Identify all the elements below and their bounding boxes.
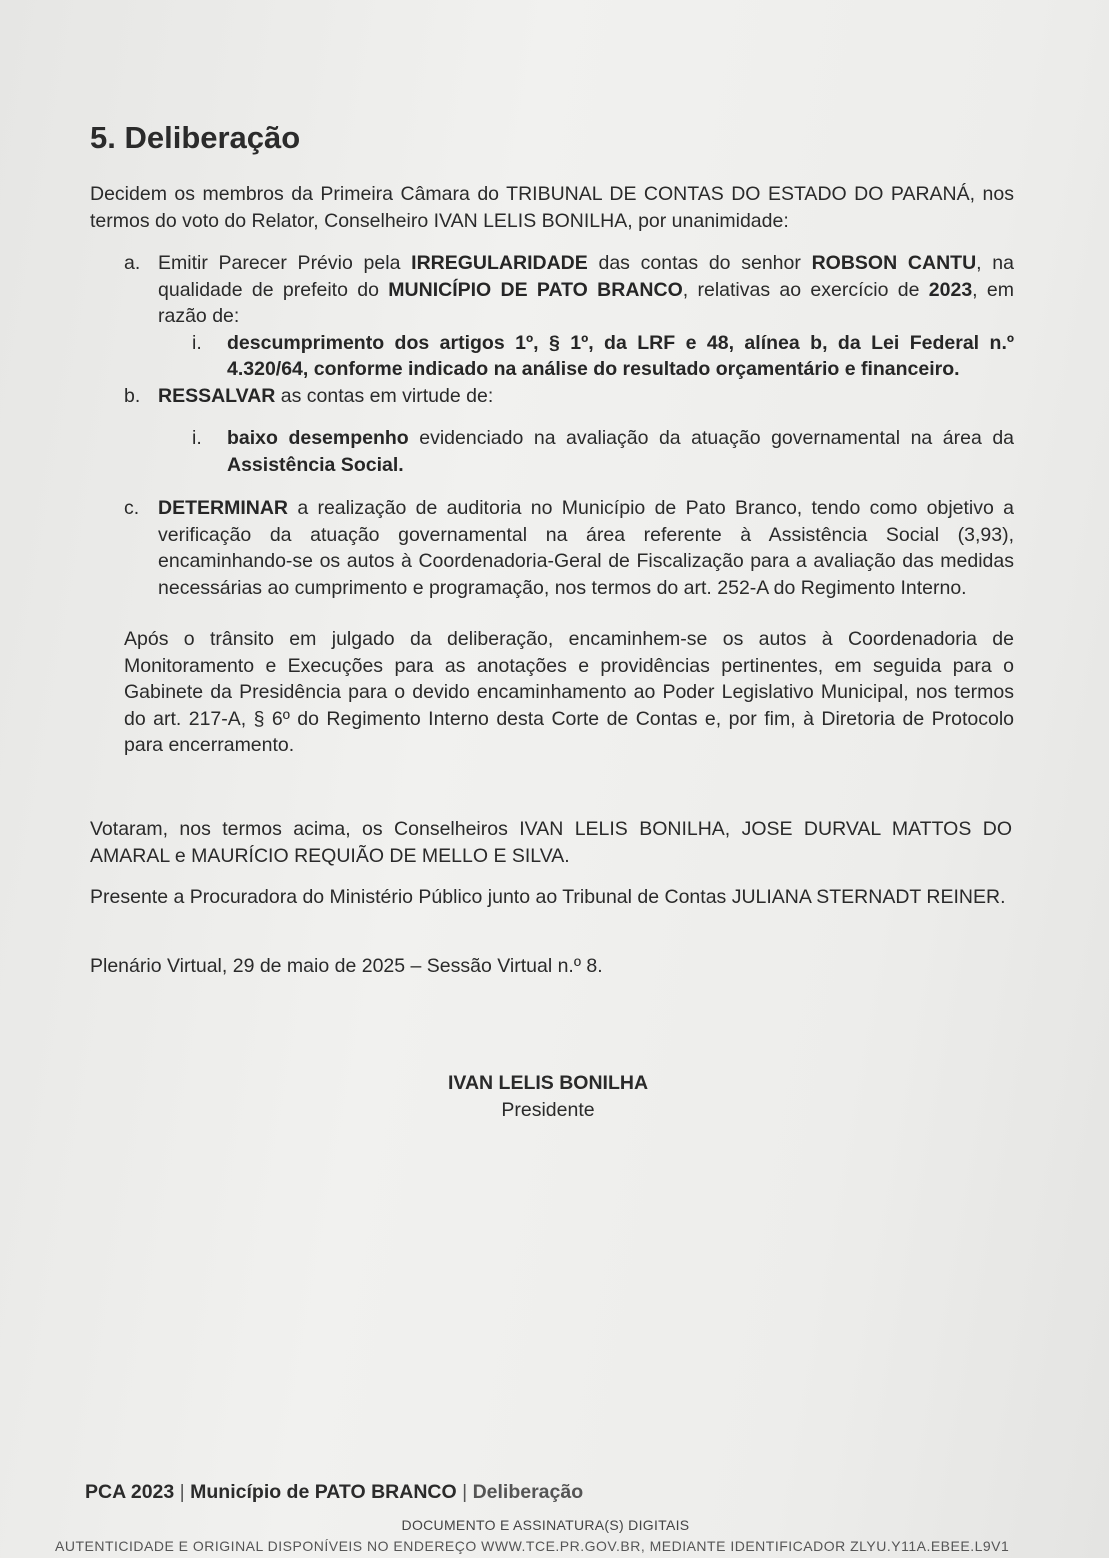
- sub-item-b-i-bold-1: baixo desempenho: [227, 427, 409, 449]
- item-a-text-5: , em razão de:: [158, 278, 1014, 327]
- item-a-bold-year: 2023: [928, 278, 973, 301]
- list-item-a: [124, 250, 1014, 330]
- plenario-line: Plenário Virtual, 29 de maio de 2025 – Sessão Virtual n.º 8.: [90, 955, 603, 977]
- footer-pca: PCA 2023: [85, 1481, 175, 1503]
- footer-separator-1: |: [174, 1481, 191, 1503]
- signature-block: [348, 1070, 748, 1124]
- item-a-text-3: , na qualidade de prefeito do: [158, 252, 1014, 301]
- item-a-text-1: Emitir Parecer Prévio pela: [158, 252, 412, 274]
- sub-marker-b-i: i.: [192, 427, 202, 449]
- footer-separator-2: |: [456, 1481, 473, 1503]
- sub-item-a-i-text: descumprimento dos artigos 1º, § 1º, da LRF e 48, alínea b, da Lei Federal n.º 4.320/64, conforme indicado na análise do resultado orçamentário e financeiro.: [227, 331, 1014, 380]
- sub-item-b-i: [124, 425, 1014, 478]
- authenticity-notice: AUTENTICIDADE E ORIGINAL DISPONÍVEIS NO ENDEREÇO WWW.TCE.PR.GOV.BR, MEDIANTE IDENTIFICADOR ZLYU.Y11A.EBEE.L9V1: [55, 1538, 1010, 1554]
- item-c-text: a realização de auditoria no Município de Pato Branco, tendo como objetivo a verificação da atuação governamental na área referente à Assistência Social (3,93), encaminhando-se os autos à Coordenadoria-Geral de Fiscalização para a avaliação das medidas necessárias ao cumprimento e programação, nos termos do art. 252-A do Regimento Interno.: [158, 497, 1014, 599]
- list-marker-b: b.: [124, 384, 141, 407]
- item-a-text-2: das contas do senhor: [587, 252, 812, 274]
- section-heading: 5. Deliberação: [90, 120, 301, 155]
- signature-role: Presidente: [501, 1099, 595, 1121]
- list-item-b: [124, 383, 1014, 410]
- item-a-text-4: , relativas ao exercício de: [682, 278, 929, 301]
- apos-paragraph: Após o trânsito em julgado da deliberação, encaminhem-se os autos à Coordenadoria de Monitoramento e Execuções para as anotações e providências pertinentes, em seguida para o Gabinete da Presidência para o devido encaminhamento ao Poder Legislativo Municipal, nos termos do art. 217-A, § 6º do Regimento Interno desta Corte de Contas e, por fim, à Diretoria de Protocolo para encerramento.: [124, 628, 1014, 756]
- footer-municipio: Município de PATO BRANCO: [190, 1481, 457, 1503]
- item-b-text: as contas em virtude de:: [275, 384, 494, 407]
- sub-item-a-i: [124, 330, 1014, 383]
- item-a-bold-municipio: MUNICÍPIO DE PATO BRANCO: [388, 278, 683, 301]
- deliberation-list: [124, 250, 1014, 601]
- item-a-bold-irregularidade: IRREGULARIDADE: [411, 252, 588, 274]
- item-a-bold-name: ROBSON CANTU: [811, 252, 977, 274]
- sub-item-b-i-bold-2: Assistência Social.: [227, 453, 404, 476]
- signature-name: IVAN LELIS BONILHA: [447, 1072, 649, 1094]
- sub-item-b-i-text: evidenciado na avaliação da atuação governamental na área da: [408, 427, 1015, 449]
- list-marker-a: a.: [124, 252, 141, 274]
- list-marker-c: c.: [124, 497, 140, 519]
- intro-paragraph: Decidem os membros da Primeira Câmara do TRIBUNAL DE CONTAS DO ESTADO DO PARANÁ, nos termos do voto do Relator, Conselheiro IVAN LELIS BONILHA, por unanimidade:: [90, 183, 1014, 232]
- item-b-bold-ressalvar: RESSALVAR: [158, 384, 276, 407]
- votaram-paragraph: Votaram, nos termos acima, os Conselheiros IVAN LELIS BONILHA, JOSE DURVAL MATTOS DO AMARAL e MAURÍCIO REQUIÃO DE MELLO E SILVA.: [90, 818, 1012, 867]
- digital-notice: DOCUMENTO E ASSINATURA(S) DIGITAIS: [401, 1517, 690, 1533]
- item-c-bold-determinar: DETERMINAR: [158, 497, 288, 519]
- page-footer: [85, 1481, 583, 1504]
- footer-deliberacao: Deliberação: [472, 1481, 584, 1503]
- sub-marker-a-i: i.: [192, 331, 202, 354]
- list-item-c: [124, 495, 1014, 601]
- presente-paragraph: Presente a Procuradora do Ministério Público junto ao Tribunal de Contas JULIANA STERNADT REINER.: [90, 886, 1006, 908]
